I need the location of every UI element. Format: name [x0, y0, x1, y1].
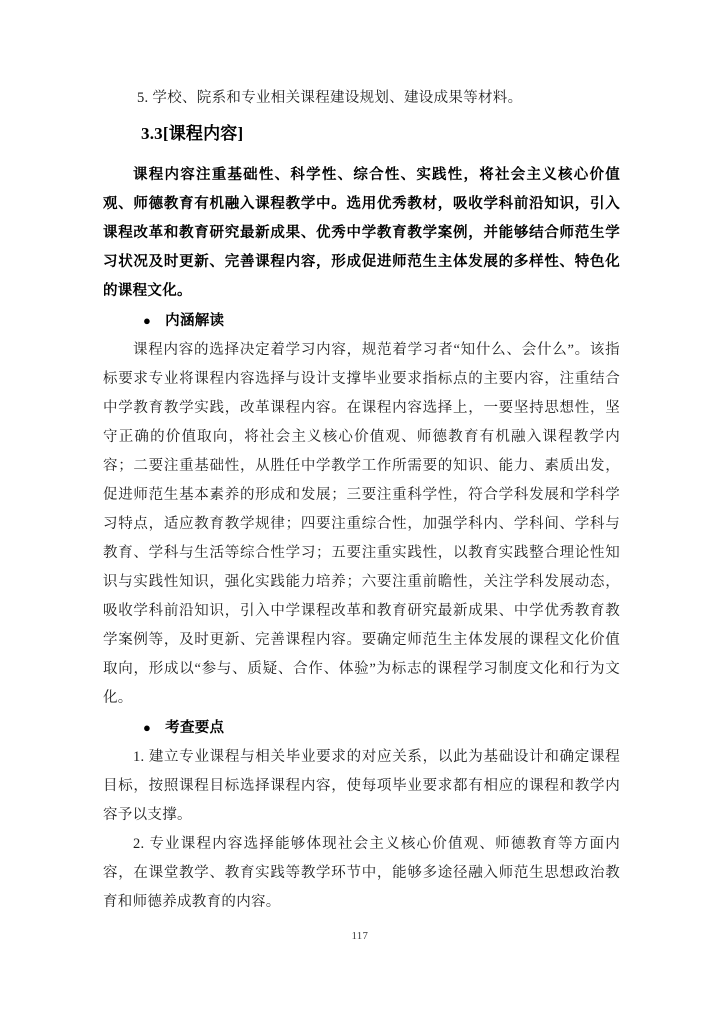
connotation-body-paragraph: 课程内容的选择决定着学习内容，规范着学习者“知什么、会什么”。该指标要求专业将课程内容选择与设计支撑毕业要求指标点的主要内容，注重结合中学教育教学实践，改革课程内容。在课程内容选择上，一要坚持思想性，坚守正确的价值取向，将社会主义核心价值观、师德教育有机融入课程教学内容；二要注重基础性，从胜任中学教学工作所需要的知识、能力、素质出发，促进师范生基本素养的形成和发展；三要注重科学性，符合学科发展和学科学习特点，适应教育教学规律；四要注重综合性，加强学科内、学科间、学科与教育、学科与生活等综合性学习；五要注重实践性，以教育实践整合理论性知识与实践性知识，强化实践能力培养；六要注重前瞻性，关注学科发展动态，吸收学科前沿知识，引入中学课程改革和教育研究最新成果、中学优秀教育教学案例等，及时更新、完善课程内容。要确定师范生主体发展的课程文化价值取向，形成以“参与、质疑、合作、体验”为标志的课程学习制度文化和行为文化。 [103, 342, 620, 706]
connotation-heading-label: 内涵解读 [165, 313, 225, 329]
connotation-heading [143, 306, 620, 336]
exam-point-item: 1. 建立专业课程与相关毕业要求的对应关系，以此为基础设计和确定课程目标，按照课程目标选择课程内容，使每项毕业要求都有相应的课程和教学内容予以支撑。 [103, 749, 620, 823]
bullet-icon: ● [143, 720, 152, 735]
page-number: 117 [351, 931, 369, 942]
page-content [103, 84, 620, 917]
course-content-intro-paragraph: 课程内容注重基础性、科学性、综合性、实践性，将社会主义核心价值观、师德教育有机融入课程教学中。选用优秀教材，吸收学科前沿知识，引入课程改革和教育研究最新成果、优秀中学教育教学案例，并能够结合师范生学习状况及时更新、完善课程内容，形成促进师范生主体发展的多样性、特色化的课程文化。 [103, 167, 620, 299]
exam-points-heading [143, 713, 620, 743]
exam-points-heading-label: 考查要点 [165, 720, 225, 736]
section-heading-course-content: 3.3[课程内容] [141, 124, 244, 143]
materials-paragraph: 5. 学校、院系和专业相关课程建设规划、建设成果等材料。 [137, 90, 523, 106]
exam-point-item: 2. 专业课程内容选择能够体现社会主义核心价值观、师德教育等方面内容，在课堂教学、教育实践等教学环节中，能够多途径融入师范生思想政治教育和师德养成教育的内容。 [103, 836, 620, 910]
bullet-icon: ● [143, 313, 152, 328]
